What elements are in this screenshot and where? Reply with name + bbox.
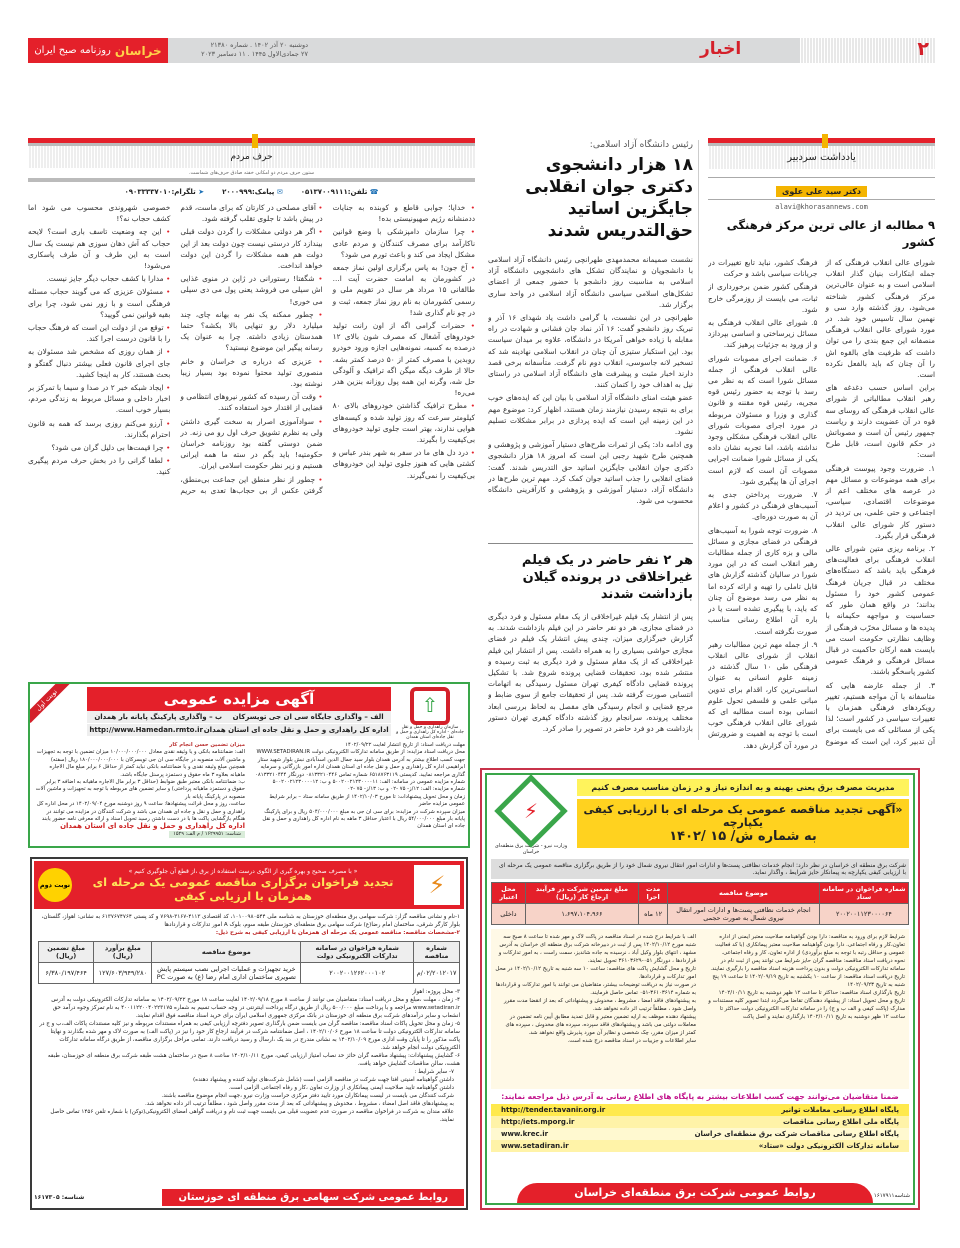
tender-table xyxy=(38,941,460,984)
logo-caption: وزارت نیرو - شرکت برق منطقه‌ای خراسان xyxy=(494,843,568,855)
phone-icon: ☎ xyxy=(369,188,379,196)
comment-item xyxy=(28,322,170,344)
ad-body xyxy=(34,909,464,1128)
ad-clause: مهلت دریافت اسناد: از تاریخ انتشار لغایت ۱۴۰۲/۰۹/۲۲ xyxy=(345,742,465,748)
date-line: دوشنبه ۲۰ آذر ۱۴۰۲ . شماره ۲۱۳۸۰ xyxy=(210,41,308,49)
bullet-icon: • xyxy=(465,321,475,331)
people-column xyxy=(28,138,475,672)
table-cell: ۲۰۰۲۰۰۱۱۲۳۰۰۰۰۶۴ xyxy=(819,904,908,925)
ad-clause: شماره مزایده: الف: ۱۲/ز- ۷۵ -۰۲ و ب: ۱۳/ز- ۷۵ -۰۲ xyxy=(347,786,465,793)
column-header: مبلغ تضمین (ریال) xyxy=(39,942,94,963)
ad-clause: در صورت نیاز به دریافت توضیحات بیشتر، متقاضیان می توانند با امور تدارکات و قراردادها به شماره ۳۶۱۰۳۶۱۴-۰۵۱ تماس حاصل فرمایند. xyxy=(495,982,696,996)
logo-name: خراسان xyxy=(114,43,162,58)
column-divider xyxy=(698,140,699,740)
bullet-icon: • xyxy=(312,356,323,366)
badge: نوبت دوم xyxy=(38,868,72,902)
comment-item xyxy=(180,391,322,413)
ad-slogan: « با مصرف صحیح و بهره گیری از الگوی درست استفاده از برق ،از قطع آن جلوگیری کنیم » xyxy=(128,867,358,875)
table-cell: انجام خدمات نظافتی پست‌ها و ادارات امور انتقال نیروی شمال به صورت حجمی xyxy=(668,904,820,925)
table-cell: ۱۲۷/۶۰۳/۹۴۹/۲۸۰ xyxy=(94,963,152,984)
comment-text: از همان روزی که مشخص شد مسئولان به جای اجرای قانون فعلی بیشتر دنبال گفتگو و بحث هستند، کار به اینجا کشید. xyxy=(28,347,171,379)
paragraph: عضو هیئت امنای دانشگاه آزاد اسلامی با بیان این که ایده‌های خوب برای به نتیجه رسیدن نیازمند زمان هستند، اظهار کرد: موضوع مهم در این زمینه این است که ایده پردازی در برابر مشکلات تسلیم نشود. xyxy=(488,393,693,437)
ad-title: تجدید فراخوان برگزاری مناقصه عمومی یک مرحله ای همزمان با ارزیابی کیفی xyxy=(92,874,394,903)
org-url[interactable]: http://www.Hamedan.rmto.ir xyxy=(89,726,203,734)
ad-clause: شماره مزایده عمومی در سامانه: الف: ۵۰۰۲۰۰۲۱۲۳۰۰۰۰۱۱ و ب: ۵۰۰۲۰۰۲۱۲۳۰۰۰۰۱۲ xyxy=(272,779,465,786)
comment-item xyxy=(28,455,170,477)
bullet-icon: • xyxy=(315,392,323,402)
link-label: پایگاه ملی اطلاع رسانی مناقصات xyxy=(782,1118,899,1126)
paragraph: نشست صمیمانه محمدمهدی طهرانچی رئیس دانشگاه آزاد اسلامی با دانشجویان و نمایندگان تشکل های دانشجویی دانشگاه آزاد اسلامی به مناسبت روز دانشجو با حضور جمعی از اعضای تشکل‌های اسلامی سیاسی دانشگاه آزاد اسلامی در واحد ساری برگزار شد. xyxy=(488,255,693,309)
paragraph: ۸. ضرورت توجه شورا به آسیب‌های فرهنگی در فضای مجازی و مسائل مالی و بزه کاری از جمله مطالبات رهبر انقلاب است که در این مورد شورا در سالیان گذشته گزارش های قابل تاملی را تهیه و ارائه کرده اما به نظر می رسد موضوع آن چنان که باید، با پیگیری تشده است یا در باره آن اطلاع رسانی مناسب صورت نگرفته است. xyxy=(708,525,818,636)
sms-contact[interactable] xyxy=(222,188,283,196)
phone-contact[interactable] xyxy=(301,188,379,196)
ad-clause: به پیشنهادهای فاقد امضا ، مشروط ، مخدوش و پیشنهاداتی که بعد از انقضا مدت مقرر واصل شود ، مطلقاً ترتیب اثر داده نخواهد شد. xyxy=(503,998,696,1012)
label: تلفن: xyxy=(347,188,368,196)
ad-banner: مدیریت مصرف برق یعنی بهینه و به اندازه نیاز و در زمان مناسب مصرف کنیم xyxy=(577,779,909,796)
paragraph: ۹. از جمله مهم ترین مطالبات رهبر انقلاب از شورای عالی انقلاب فرهنگی طی ۱۰ سال گذشته در زمینه علوم انسانی به عنوان اساسی‌ترین کار، اقدام برای تدوین مبانی علمی و فلسفی تحول علوم انسانی بوده است مطالبه ای که شورای عالی انقلاب فرهنگی خوب است با توجه به اهمیت و ضرورتش در مورد آن گزارش دهد. xyxy=(708,639,818,750)
table-header-row xyxy=(492,883,909,904)
bullet-icon: • xyxy=(467,263,475,273)
ad-footer: روابط عمومی شرکت برق منطقه‌ای خراسان xyxy=(517,1183,873,1203)
ad-code: شناسه: ۱۶۲۹۹۵۱ / م الف: ۱۵۲۹ xyxy=(169,831,245,838)
label: پیامک: xyxy=(251,188,275,196)
bullet-icon: • xyxy=(162,347,171,357)
badge: نوبت اول xyxy=(28,682,70,723)
link-row[interactable] xyxy=(491,1140,909,1152)
ad-khuzestan-tender xyxy=(30,857,468,1210)
ad-clause: نحوه دریافت اسناد مناقصه: مناقصه گران حایز شرایط می توانند پس از ثبت نام در سامانه تدارکات الکترونیکی دولت و بدون پرداخت هزینه اسناد مناقصه را بارگیری نمایند. xyxy=(710,958,905,972)
comment-item xyxy=(28,442,170,453)
label: تلگرام: xyxy=(171,188,196,196)
item-b: ب – واگذاری پارکینگ پایانه بار همدان xyxy=(94,713,223,721)
comment-text: مسئولان عزیزی که می گویند حجاب مسئله فرهنگی است و با زور نمی شود، چرا برای بقیه قوانین نمی گویید؟ xyxy=(28,287,171,319)
link-url[interactable]: www.setadiran.ir xyxy=(501,1142,569,1150)
ad-clause: به پیشنهادهای فاقد اصل امضاء ، مشروط ، مخدوش و پیشنهاداتی که بعد از مدت مقرر واصل شود ، مطلقاً ترتیب اثر داده نخواهد شد. xyxy=(145,1101,454,1107)
links-list xyxy=(491,1104,909,1152)
section-bar xyxy=(708,138,935,146)
comment-text: چطور از نظر منطق این جماعت بی‌منطق، گرفتن عکس از بی حجاب‌ها تعدی به حریم خصوصی شهروندی محسوب می شود اما کشف حجاب نه؟! xyxy=(28,203,323,495)
newspaper-logo[interactable] xyxy=(28,38,168,63)
ad-clause: تاریخ و محل گشایش پاکت های مناقصه: ساعت ۱۰ سه شنبه به تاریخ ۱۴۰۲/۱۰/۱۲ در محل امور تدارکات و قراردادها. xyxy=(495,966,696,980)
comment-text: عزیزی که درباره ی خراسان و خانم منصوری تولید محتوا نموده بود بسیار زیبا نوشته بود. xyxy=(180,356,323,389)
comment-item xyxy=(180,202,322,224)
editorial-body xyxy=(708,257,935,832)
bullet-icon: • xyxy=(315,203,323,212)
logo-icon: ⇧ xyxy=(410,687,450,725)
link-row[interactable] xyxy=(491,1116,909,1128)
bullet-icon: • xyxy=(468,448,475,458)
editorial-title: ۹ مطالبه از عالی ترین مرکز فرهنگی کشور xyxy=(726,218,935,249)
value: ۲۰۰۰۹۹۹ xyxy=(222,188,252,196)
paragraph: شورای عالی انقلاب فرهنگی که از جمله ابتکارات بنیان گذار انقلاب اسلامی است و به عنوان عالی‌ترین مرکز فرهنگی کشور شناخته می‌شود، روز گذشته وارد سی و نهمین سال تاسیس خود شد. در مورد شورای عالی انقلاب فرهنگی منصفانه این جمع بندی را می توان داشت که ظرفیت های بالقوه اش را آن چنان که باید بالفعل نکرده است. xyxy=(825,258,935,380)
ad-clause: ب: ضمانتنامه بانکی معتبر طبق ضوابط (حداقل ۳ برابر مال الاجاره ماهیانه به اضافه ۳ برابر حقوق و دستمزد ماهیانه پرداختی) و سایر تضمین های مربوطه با توجه به تجهیزات و ماشین آلات منصوبه در پارکینگ پایانه بار xyxy=(35,779,245,800)
bullet-icon: • xyxy=(163,274,171,284)
bullet-icon: • xyxy=(163,383,171,393)
author-name: دکتر سید علی علوی xyxy=(776,186,867,197)
paragraph: براین اساس حسب دغدغه های رهبر انقلاب مطالباتی از شورای عالی انقلاب فرهنگی که روسای سه قوه در آن عضویت دارند و ریاست جمهور رئیس آن است و مصوباتش در حکم قانون است، قابل طرح است: xyxy=(825,383,935,460)
link-label: پایگاه اطلاع رسانی معاملات توانیر xyxy=(781,1106,899,1114)
ad-clause: داشتن گواهینامه تایید صلاحیت ایمنی پیمانکاری از وزارت تعاون ،کار و رفاه اجتماعی الزامی است. xyxy=(228,1085,454,1091)
ad-clause: میزان تضمین حسن انجام کار xyxy=(169,742,245,748)
article-body xyxy=(488,611,693,751)
comment-item xyxy=(333,202,475,224)
item-a: الف – واگذاری جایگاه سی ان جی تویسرکان xyxy=(232,713,384,721)
comment-text: توقع من از دولت این است که فرهنگ حجاب را با قانون درست اجرا کند. xyxy=(28,323,171,344)
comment-item xyxy=(333,320,475,398)
comment-text: شگفتا! رستورانی در ژاپن در منوی غذایی اش سیلی می فروشد یعنی پول می دی سیلی می خوری! xyxy=(180,274,323,306)
comment-item xyxy=(28,346,170,380)
logo-tagline: روزنامه صبح ایران xyxy=(34,45,111,56)
comment-item xyxy=(333,262,475,318)
table-row xyxy=(39,963,460,984)
people-comments xyxy=(28,202,475,672)
column-header: موضوع مناقصه xyxy=(152,942,301,963)
comment-text: چرا سازمان دامپزشکی با وضع قوانین ناکارآمد برای مصرف کنندگان و مردم عادی مشکل ایجاد می کند و باعث تورم می شود؟ xyxy=(332,227,475,259)
table-header-row xyxy=(39,942,460,963)
section-title: اخبار xyxy=(700,39,742,59)
comment-text: چطور ممکنه یک نفر به بهانه چای، چند میلیارد دلار رو تنهایی بالا بکشه؟ حتما همدستان زیادی داشته. چرا به عنوان یک رسانه پیگیر این موضوع نیستید؟ xyxy=(180,309,323,353)
ad-clause: ۳- محل پروژه: اهواز xyxy=(412,989,460,995)
ad-clause: ۵- زمان و محل تحویل پاکات اسناد مناقصه: مناقصه گران می بایست ضمن بارگذاری تصویر دفترچه ارزیابی کیفی به همراه مستندات مربوطه و نیز کلیه مستندات پاکات الف،ب و ج در سامانه تدارکات الکترونیکی دولت تا ساعت ۱۸ مورخ ۱۴۰۲/۱۰/۰۶ ، اصل ضمانتنامه شرکت در فرآیند ارجاع کار خود را نیز در (پاکت الف) به صورت لاک و مهر شده بگذارند و نهایتا پاکت مذکور را تا پایان وقت اداری مورخ ۱۴۰۲/۱۰/۰۹ به نشانی مندرج در بند یک ،ارسال و رسید دریافت دارند. تمامی مراحل برگزاری مناقصه، از طریق درگاه سامانه تدارکات الکترونیکی دولت انجام خواهد شد. xyxy=(39,1021,460,1051)
khuzestan-power-logo: ⚡ xyxy=(414,865,460,905)
bullet-icon: • xyxy=(163,287,171,297)
people-subtitle: ستون حرف مردم دو امکانی خفته صادق حرف‌های شماست. xyxy=(28,168,475,182)
ad-code: شناسه۱۶۱۷۹۱۱ xyxy=(873,1193,910,1199)
bullet-icon: • xyxy=(163,323,171,333)
page-number-box xyxy=(800,38,935,63)
table-cell: ۲۰۰۲۰۰۱۲۶۲۰۰۰۱۰۲ xyxy=(301,963,414,984)
paragraph: فرهنگی کشور ضمن برخورداری از ثبات، می بایست از روزمرگی خارج شود. xyxy=(708,282,818,314)
table-cell: ۰۲/۲۰۱۲۰۱۷/م xyxy=(414,963,460,984)
ad-footer: روابط عمومی شرکت سهامی برق منطقه ای خوزستان xyxy=(162,1189,464,1206)
bullet-icon: • xyxy=(315,474,323,484)
issue-date xyxy=(178,41,308,59)
column-header: مبلغ تضمین شرکت در فرآیند ارجاع کار (ریال) xyxy=(525,883,638,904)
ad-body xyxy=(33,742,465,838)
link-row[interactable] xyxy=(491,1104,909,1116)
comment-item xyxy=(333,447,475,481)
comment-item xyxy=(28,226,170,271)
editorial xyxy=(708,138,935,832)
ad-clause: تاریخ بارگذاری اسناد مناقصه: حداکثر تا ساعت ۱۲ ظهر دوشنبه به تاریخ ۱۴۰۲/۱۰/۱۱ xyxy=(718,990,905,996)
link-url[interactable]: http://tender.tavanir.org.ir xyxy=(501,1106,606,1114)
power-icon: ⚡ xyxy=(523,799,539,824)
bullet-icon: • xyxy=(313,309,323,319)
comment-item xyxy=(28,286,170,320)
column-header: شماره فراخوان در سامانه ستاد xyxy=(819,883,908,904)
comment-item xyxy=(180,226,322,271)
ad-body xyxy=(491,929,909,1089)
news-article-gilan xyxy=(488,543,693,751)
tavanir-logo xyxy=(491,779,571,855)
link-label: سامانه تدارکات الکترونیکی دولت «ستاد» xyxy=(758,1142,899,1150)
article-kicker: رئیس دانشگاه آزاد اسلامی: xyxy=(589,140,693,150)
ad-clause: علاقه مندان به شرکت در فراخوان مناقصه در صورت عدم عضویت قبلی می بایست جهت ثبت نام و دریافت گواهی امضای الکترونیکی(توکن) با شماره تلفن ۱۴۵۶ تماس حاصل نمایند. xyxy=(50,1109,454,1123)
ad-clause: محل دریافت اسناد مزایده: از طریق سامانه تدارکات الکترونیکی دولت WWW.SETADIRAN.IR جهت کسب اطلاع بیشتر به آدرس همدان بلوار سید جمال الدین اسدآبادی نبش بلوار شهید ستار ابراهیمی اداره کل راهداری و حمل و نقل جاده ای استان همدان اداره امور بازرگانی و سرمایه گذاری مراجعه نمایید. کدپستی ۶۵۱۸۷۶۳۱۱۹ شماره تماس ۰۸۱۳۳۲۱۰۴۴۶ دورنگار ۰۸۱۳۳۲۱۰۴۴۴ xyxy=(255,749,465,778)
ad-clause: ساعت، روز و محل قرائت پیشنهادها: ساعت ۹ روز دوشنبه مورخ ۱۴۰۲/۰۹/۰۴ در محل اداره کل راهداری و حمل و نقل و جاده ای همدان می باشد و شرکت کنندگان در مزایده می توانند در هنگام بازگشایی پاکت ها با در دست داشتن رسید تحویل اسناد و ارائه معرفی نامه حضور یابند xyxy=(36,801,245,823)
paragraph: ۳. از جمله عارضه هایی که متاسفانه با آن مواجه هستیم، تغییر رویکردهای فرهنگی همزمان با تغییرات سیاسی در کشور است؛ لذا یکی از مسائلی که می بایست برای آن تدبیر کرد، این است که موضوع فرهنگ کشور، نباید تابع تغییرات در جریانات سیاسی باشد و حرکت xyxy=(708,258,935,746)
column-header: موضوع مناقصه xyxy=(668,883,820,904)
ad-intro: شرکت برق منطقه ای خراسان در نظر دارد: انجام خدمات نظافتی پست‌ها و ادارات امور انتقال نیروی شمال خود را از طریق برگزاری مناقصه عمومی یک مرحله ای با ارزیابی کیفی یکپارچه به پیمانکار حایز شرایط ، واگذار نماید. xyxy=(491,859,909,879)
comment-text: ایجاد شبکه خبر ۲ در صدا و سیما با تمرکز بر اخبار داخلی و مسائل مربوط به زندگی مردم، بسیار خوب است. xyxy=(28,383,171,415)
comment-text: لطفا گرانی را در بخش حرف مردم پیگیری کنید. xyxy=(28,456,171,477)
author-email[interactable]: alavi@khorasannews.com xyxy=(775,203,868,211)
article-title[interactable]: هر ۲ نفر حاضر در یک فیلم غیراخلاقی در پرونده گیلان بازداشت شدند xyxy=(521,553,693,602)
ad-clause: ۱-نام و نشانی مناقصه گزار: شرکت سهامی برق منطقه‌ای خوزستان به شناسه ملی ۱۰۱۰۰۹۸۰۵۴۴، کد اقتصادی ۴۱۱۳-۳۱۶۷-۷۶۹۸ و کد پستی ۶۱۳۷۶۷۴۷۶۴ به نشانی: اهواز، گلستان، بلوار کارگر شرقی، ساختمان امام رضا(ع) شرکت سهامی برق منطقه‌ای خوزستان طبقه سوم، بلوک A امور تدارکات و قراردادها xyxy=(41,914,460,928)
ad-clause: الف: ضمانتنامه بانکی و یا وثیقه نقدی معادل ۱۰/۰۰۰/۰۰۰/۰۰۰ میزان تضمین با توجه به تجهیزات و ماشین آلات منصوبه در جایگاه سی ان جی تویسرکان با ۱۸۰/۰۰۰/۰۰۰/۰۰۰ ریال (سفته) همچنین مبلغ وثیقه نقدی و یا ضمانتنامه بانکی نباید کمتر از حداقل ۶ برابر مبلغ مال الاجاره ماهیانه بعلاوه ۳ ماه حقوق و دستمزد پرسنل جایگاه باشد. xyxy=(36,749,245,778)
ad-clause: ۷- سایر شرایط : xyxy=(414,1069,454,1075)
comment-text: مدارا با کشف حجاب دیگر جایز نیست. xyxy=(46,274,164,284)
paragraph: ۱. ضرورت وجود پیوست فرهنگی برای همه موضوعات و مسائل مهم در عرصه های مختلف اعم از موضوعات اقتصادی، سیاسی، اجتماعی و حتی علمی، بی تردید در دستور کار شورای عالی انقلاب فرهنگی قرار بگیرد. xyxy=(825,463,935,540)
bullet-icon: • xyxy=(162,456,171,466)
comment-item xyxy=(180,273,322,307)
date-line: ۲۷ جمادی‌الاول ۱۴۴۵ . ۱۱ دسامبر ۲۰۲۳ xyxy=(201,50,308,58)
ad-clause: تاریخ و محل تحویل اسناد: از پیشنهاد دهندگان تقاضا می‌گردد ابتدا تصویر کلیه مستندات و مدارک (پاکت کیفی و الف ب و ج) را در سامانه تدارکات الکترونیکی دولت حداکثر تا ساعت ۱۲ ظهر دوشنبه به تاریخ ۱۴۰۲/۱۰/۱۱ بارگذاری نمایند و اصل پاکت xyxy=(708,998,905,1020)
contact-row xyxy=(28,182,475,202)
links-intro: ضمنا متقاضیان می‌توانند جهت کسب اطلاعات بیشتر به پایگاه های اطلاع رسانی به آدرس ذیل مراجعه نمایند: xyxy=(501,1092,899,1101)
ad-clause: داشتن گواهینامه امنیتی افتا جهت شرکت در مناقصه الزامی است (شامل شرکت‌های تولید کننده و پیشنهاد دهنده) xyxy=(192,1077,454,1083)
paragraph: وی ادامه داد: یکی از ثمرات طرح‌های دستیار آموزشی و پژوهشی و همچنین طرح شهید رجبی این است که امروز ۱۸ هزار دانشجوی دکتری جوان انقلابی جایگزین اساتید حق التدریس شدند. گفت: فضای انقلابی را جذب اساتید جوان کمک کرد. مهم ترین طرح‌ها در دانشگاه آزاد، دستیار آموزشی و پژوهشی و کارآفرینی دانشگاه محسوب می شود. xyxy=(488,440,693,506)
bullet-icon: • xyxy=(313,416,323,426)
column-header: محل اعتبار xyxy=(492,883,526,904)
ad-clause: شرکت کنندگان می بایست در لیست پیمانکاران مورد تایید دفتر مرکزی حراست وزارت نیرو ،جهت انجام موضوع مناقصه باشند. xyxy=(161,1093,454,1099)
bullet-icon: • xyxy=(464,227,475,237)
column-header: مدت اجرا xyxy=(639,883,668,904)
comment-text: وقت آن رسیده که کشور نیروهای انتظامی و قضایی از اقتدار خود استفاده کنند. xyxy=(180,392,323,413)
bullet-icon: • xyxy=(162,418,171,428)
bullet-icon: • xyxy=(161,227,171,237)
comment-item xyxy=(28,382,170,416)
comment-text: اگر هر دولتی مشکلات را گردن دولت قبلی بیندازد کار درستی نیست چون دولت بعد از این دولت هم همه مشکلات را گردن این دولت خواهد انداخت. xyxy=(180,227,323,271)
comment-text: سوادآموزی اصرار به سخت گیری داشتن ولی به نظرم تشویق حرف اول رو می زنه. در ضمن دوستی گفته بود روزنامه خراسان حکومتیه! باید بگم در سته ما همه ایرانی هستیم و زیر نظر حکومت اسلامی ایران. xyxy=(180,416,323,471)
section-bar xyxy=(28,138,475,146)
bullet-icon: • xyxy=(163,443,171,453)
comment-item xyxy=(180,309,322,354)
article-title[interactable]: ۱۸ هزار دانشجوی دکتری جوان انقلابی جایگزین اساتید حق‌التدریس شدند xyxy=(525,155,693,241)
ad-clause: ۴- زمان ، مهلت ،مبلغ و محل دریافت اسناد: متقاضیان می توانند از ساعت ۸ مورخ ۱۴۰۲/۰۹/۱۸ لغایت ساعت ۱۸ مورخ ۱۴۰۲/۰۹/۲۲ به سامانه تدارکات الکترونیکی دولت به آدرس www.setadiran.ir مراجعه و با پرداخت مبلغ ۵۰۰/۰۰۰ ریال از طریق درگاه پرداخت اینترنتی در وجه حساب تسیم به شماره ۴۰۰۱۱۲۲۰۰۴۰۲۲۳۱۷۵ به نام تمرکز وجوه درآمد حق انشعاب و سایر درآمدهای شرکت برق منطقه ای خوزستان در بانک مرکزی جمهوری اسلامی ایران برای خرید اسناد مناقصه فوق اقدام نمایند. xyxy=(51,997,460,1019)
bullet-icon: • xyxy=(314,274,323,284)
ad-footer: اداره کل راهداری و حمل و نقل جاده ای استان همدان xyxy=(60,822,245,831)
comment-item xyxy=(333,400,475,445)
sms-icon: ✉ xyxy=(276,188,283,196)
comment-text: آرزو می‌کنم روزی برسد که همه به قانون احترام بگذارند. xyxy=(28,418,171,439)
comment-item xyxy=(180,416,322,472)
ad-clause: شرایط لازم برای ورود به مناقصه: دارا بودن گواهینامه صلاحیت معتبر ایمنی از اداره تعاون،کار و رفاه اجتماعی. دارا بودن گواهینامه صلاحیت معتبر پیمانکاری (با کد فعالیت عمومی و حداقل رتبه با توجه به مبلغ برآوردی) از اداره تعاون، کار و رفاه اجتماعی. xyxy=(715,934,905,956)
comment-item xyxy=(28,273,170,284)
paragraph: پس از انتشار یک فیلم غیراخلاقی از یک مقام مسئول و فرد دیگری در فضای مجازی، هر دو نفر حاضر در این فیلم بازداشت شدند. به گزارش خبرگزاری میزان، چندی پیش انتشار یک فیلم در فضای مجازی حواشی بسیاری را به همراه داشت. پس از انتشار این فیلم غیراخلاقی که از یک مقام مسئول و فرد دیگری به ثبت رسیده و منتشر شده بود، تحقیقات قضایی پرونده شروع شد. با تشکیل پرونده قضایی دادگاه کیفری تهران مسئول رسیدگی به اتهامات انتسابی صورت گرفته شد. پس از تحقیقات جامع از سوی ضابط و مرجع قضایی و انجام رسیدگی های مفصل به لحاظ بررسی ابعاد مختلف پرونده، سرانجام روز گذشته دادگاه کیفری تهران دستور بازداشت هر دو فرد حاضر در تصویر را صادر کرد. xyxy=(488,612,693,734)
comment-item xyxy=(333,226,475,260)
value: ۰۹۰۳۳۳۳۷۰۱۰ xyxy=(124,188,172,196)
ad-number: به شماره ش/ ۱۵ /۱۴۰۲ xyxy=(669,829,817,844)
ad-header xyxy=(34,861,464,909)
ad-khorasan-tender xyxy=(480,768,920,1210)
telegram-icon: ➤ xyxy=(198,188,205,196)
comment-text: آخ جون! به پاس برگزاری اولین نماز جمعه در کشورمان به امامت حضرت آیت ا... طالقانی ۱۵ مرداد هر سال در تقویم ملی و رسمی کشورمان به نام روز نماز جمعه، ثبت و در چو نام گذاری شد! xyxy=(332,263,475,317)
ad-clause: پیشنهاد دهنده موظف به ارایه تضمین معتبر و قابل تمدید مطابق آیین نامه تضمین در معاملات دولتی می باشد و پیشنهادهای فاقد سپرده، سپرده های مخدوش ، سپرده های کمتر از میزان مقرر، چک شخصی و نظایر آن مورد پذیرش واقع نخواهد شد. xyxy=(505,1014,696,1036)
table-cell: ۱،۶۹۷،۱۰۴،۹۶۶ xyxy=(525,904,638,925)
comment-text: حضرات گرامی اگه از اون رانت تولید خودروهای آشغال که مصرف شون بالای ۱۲ درصده به کسبه، نمونه‌هایی اجازه ورود خودرو روبدین با مصرف کمتر از ۵۰ درصد کمتر بشه. حالا از طرف دیگه میگن اگه ترافیک و آلودگی حل شه، وگرنه این همه پول روزانه بنزین هدر می‌ره! xyxy=(332,321,475,398)
bullet-icon: • xyxy=(315,227,323,237)
table-row xyxy=(492,904,909,925)
comment-item xyxy=(180,356,322,390)
ad-clause: ۲-مشخصات مناقصه: مناقصه عمومی یک مرحله ای همزمان با ارزیابی کیفی به شرح ذیل: xyxy=(215,930,460,936)
rmto-logo xyxy=(395,687,465,740)
table-cell: ۱۲ ماه xyxy=(639,904,668,925)
news-article-university xyxy=(488,140,693,604)
org-name: اداره کل راهداری و حمل و نقل جاده ای استان همدان xyxy=(203,726,389,734)
column-header: شماره مناقصه xyxy=(414,942,460,963)
ad-hamedan-auction xyxy=(28,682,470,848)
editorial-kicker: یادداشت سردبیر xyxy=(708,146,935,169)
tender-table xyxy=(491,882,909,925)
ad-title: «آگهی تجدید مناقصه عمومی یک مرحله ای با ارزیابی کیفی یکپارچه xyxy=(583,803,903,829)
column-header: مبلغ برآورد (ریال) xyxy=(94,942,152,963)
ad-clause: ۶- گشایش پیشنهادات: پیشنهاد مناقصه گران حائز حد نصاب امتیاز ارزیابی کیفی، مورخ ۱۴۰۲/۱۰/۱۱ ساعت ۸ صبح در ساختمان هشت طبقه شرکت برق منطقه ای خوزستان، طبقه هشت، سالن مناقصات گشایش خواهد یافت. xyxy=(47,1053,460,1067)
logo-caption: سازمان راهداری و حمل و نقل جاده‌ای - اداره کل راهداری و حمل و نقل جاده‌ای استان همدان xyxy=(396,725,464,740)
comment-item xyxy=(28,418,170,440)
value: ۰۵۱۳۷۰۰۹۱۱۱ xyxy=(300,188,348,196)
comment-text: این چه وضعیت تاسف باری است؟ لایحه حجاب که آش دهان سوزی هم نیست یک سال است به این طرف و آن طرف پاسکاری می‌شود! xyxy=(28,227,171,271)
comment-text: خدایا؛ جوابی قاطع و کوبنده به جنایات ددمنشانه رژیم صهیونیستی بده! xyxy=(332,203,475,224)
column-header: شماره فراخوان در سامانه تدارکات الکترونیکی دولت xyxy=(301,942,414,963)
ad-clause: الف با شرایط درج شده در اسناد مناقصه در پاکت لاک و مهر شده تا ساعت ۸ صبح سه شنبه مورخ ۱۴۰۲/۱۰/۱۲ پس از ثبت در دبیرخانه شرکت برق منطقه ای خراسان به آدرس مشهد ، انتهای بلوار وکیل آباد ، نرسیده به جاده شاندیز، سمت راست ، به امور تدارکات و قراردادها ، دورنگار ۰۵۱-۳۶۱۰۳۶۲۹ تحویل نمایند. xyxy=(498,934,696,964)
ad-title: آگهی مزایده عمومی xyxy=(87,687,391,711)
paragraph: طهرانچی در این نشست، با گرامی داشت یاد شهدای ۱۶ آذر و تبریک روز دانشجو گفت: ۱۶ آذر نماد جان فشانی و شهادت در راه مقابله با زیاده خواهی آمریکا در دانشگاه، علاوه بر میدان سیاست بود. این استکبار ستیزی آن چنان در انقلاب اسلامی نهادینه شد که تسخیر لانه جاسوسی، انقلاب دوم نام گرفت. متأسفانه برخی قصد دارند اخبار مثبت و پیشرفت های دانشگاه آزاد اسلامی در راستای نیل به اهداف خود را کتمان کنند. xyxy=(488,313,693,390)
link-url[interactable]: http:/iets.mporg.ir xyxy=(501,1118,575,1126)
comment-text: چرا قیمت‌ها بی دلیل گران می شود؟ xyxy=(51,443,164,453)
link-label: پایگاه اطلاع رسانی مناقصات شرکت برق منطقه‌ای خراسان xyxy=(694,1130,899,1138)
table-cell: خرید تجهیزات و عملیات اجرایی نصب سیستم پایش تصویری ساختمان اداری امام رضا (ع) به صورت PC xyxy=(152,963,301,984)
page-number: ۲ xyxy=(917,38,929,60)
ad-clause: میزان سپرده شرکت در مزایده: برای سی ان جی به مبلغ ۵۰۴/۰۰۰/۰۰۰ ریال و برای پارکینگ پایانه بار مبلغ ۵۴/۰۰۰/۰۰۰ ریال با اعتبار حداقل ۳ ماهه به نام اداره کل راهداری و حمل و نقل جاده ای استان همدان xyxy=(262,808,465,830)
paragraph: ۷. ضرورت پرداختن جدی به آسیب‌های فرهنگی در کشور و اعلام آن به صورت دوره‌ای. xyxy=(708,490,818,522)
bullet-icon: • xyxy=(465,203,475,212)
table-cell: ۶/۳۸۰/۱۹۷/۴۶۴ xyxy=(39,963,94,984)
comment-text: مطرح ترافیک گذاشتن خودروهای بالای ۸۰ کیلومتر سرعت که روز تولید شده و کیسه‌های هوایی ندارند، بهتر است جلوی تولید خودروهای بی‌کیفیت را بگیرند. xyxy=(332,401,475,445)
telegram-contact[interactable] xyxy=(125,188,205,196)
ad-clause: تاریخ دریافت اسناد مناقصه: از ساعت ۱۰ یکشنبه به تاریخ ۱۴۰۲/۰۹/۱۹ تا ساعت ۱۹ پنج شنبه به تاریخ ۱۴۰۲/۰۹/۲۳ xyxy=(712,974,905,988)
link-row[interactable] xyxy=(491,1128,909,1140)
comment-text: درد دل های ما در سفر به شهر بندر عباس و کشتی هایی که هنوز جلوی تولید این خودروهای بی‌کیفیت را نمی‌گیرند. xyxy=(332,448,475,480)
ad-clause: سایر اطلاعات و جزییات در اسناد مناقصه درج شده است. xyxy=(567,1038,696,1044)
paragraph: ۲. برنامه ریزی متین شورای عالی انقلاب فرهنگی برای فعالیت‌های فرهنگی باید باشد که دستگاه‌های مختلف در قبال جریان فرهنگ عمومی کشور خود را مسئول بدانند؛ در واقع همان طور که حساسیت و مواجهه حکیمانه با پدیده ها و مسائل مخرّب فرهنگی از وظایف نظارتی حکومت است می بایست همه ارکان حاکمیت در قبال مسائل فرهنگی و فرهنگ عمومی کشور پاسخگو باشند. xyxy=(825,544,935,677)
ad-code: شناسه: ۱۶۱۷۳۰۵ xyxy=(34,1194,85,1201)
comment-text: آقای مصلحی در کارتان که برای ماست، قدم در پیش باشد تا جلوی تقلب گرفته شود. xyxy=(180,203,323,224)
people-title: حرف مردم xyxy=(28,146,475,168)
ad-clause: زمان و محل تحویل پیشنهادات: تا مورخ ۱۴۰۲/۱۰/۰۳ از طریق سامانه ستاد – برابر شرایط عمومی مزایده حاضر xyxy=(269,793,465,808)
link-url[interactable]: www.krec.ir xyxy=(501,1130,549,1138)
table-cell: داخلی xyxy=(492,904,526,925)
bullet-icon: • xyxy=(466,401,475,411)
paragraph: ۶. ضمانت اجرای مصوبات شورای عالی انقلاب فرهنگی از جمله مسائل شورا است که به نظر می رسد با توجه به حضور رئیس قوه مجریه، رئیس قوه مقننه و قانون گذاری و وزرا و مسئولان مربوطه در مورد اجرای مصوبات شورای عالی انقلاب فرهنگی مشکلی وجود نداشته باشد، اما تجربه نشان داده یکی از مسائل شورا ضمانت اجرایی مصوبات آن است که لازم است اجرای آن ها پیگیری شود. xyxy=(708,353,818,486)
paragraph: ۵. شورای عالی انقلاب فرهنگی به مسائل زیرساختی و اساسی بپردازد و از ورود به جزئیات پرهیز کند. xyxy=(708,318,818,350)
